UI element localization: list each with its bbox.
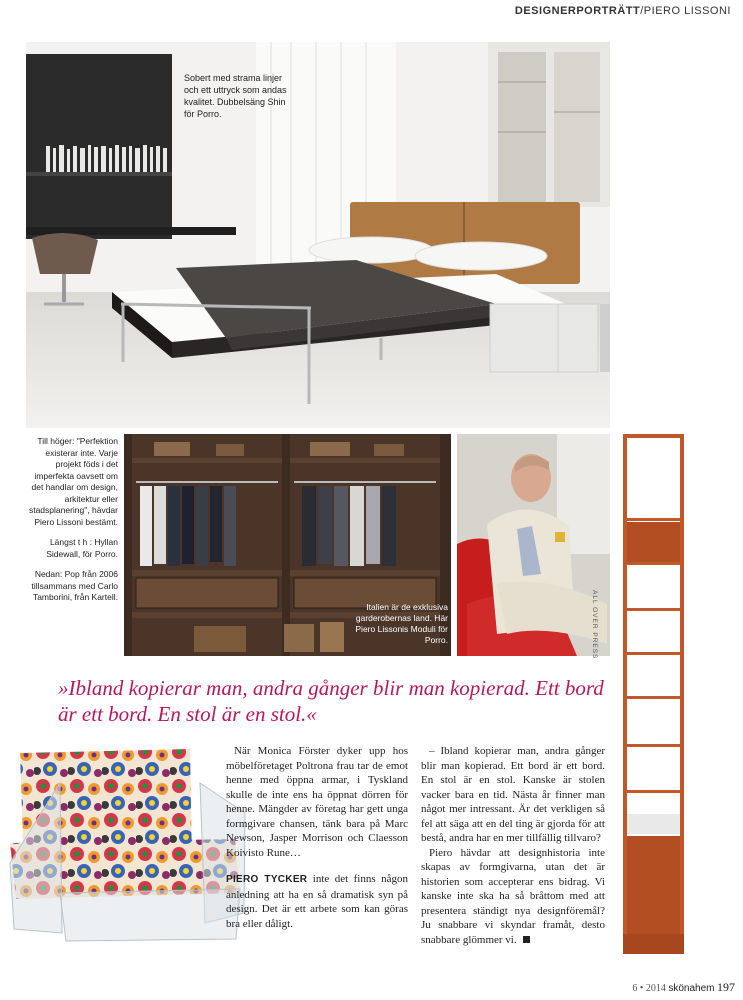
body-column-2 bbox=[421, 744, 605, 947]
page-number: 197 bbox=[717, 980, 735, 994]
final-paragraph-text: Piero hävdar att designhistoria inte skapas av formgivarna, utan det är historien som accepterar ens bidrag. Vi kanske inte ska ha så bråttom med att presentera ständigt nya designföremål? Ju snabbare vi skyndar framåt, desto snabbare glömmer vi. bbox=[421, 846, 605, 946]
running-header bbox=[515, 5, 731, 17]
body-paragraph: – Ibland kopierar man, andra gånger blir man kopierad. Ett bord är ett bord. En stol är en stol. Kanske är stolen vacker bara en tid. Nästa år finner man något mer intressant. Är det verkligen så fel att säga att en del ting är gjorda för att bestå, andra har en mer tillfällig tillvaro? bbox=[421, 745, 605, 844]
lead-paragraph-text: inte det finns någon anledning att ha en så dramatisk syn på design. Det är ett arbete som kan göras bra eller dåligt. bbox=[226, 873, 408, 930]
pop-chair-illustration bbox=[0, 743, 250, 943]
body-paragraph: När Monica Förster dyker upp hos möbelföretaget Poltrona frau tar de emot henne med öppna armar, i Tyskland skulle de inte ens ha öppnat dörren för henne. Mängder av företag har gett unga formgivare chansen, tänk bara på Marc Newson, Jasper Morrison och Claesson Koivisto Rune… bbox=[226, 745, 408, 859]
shelf-illustration bbox=[623, 434, 684, 954]
hero-photo-bedroom bbox=[26, 42, 610, 428]
header-separator: / bbox=[640, 5, 644, 17]
section-title: DESIGNERPORTRÄTT bbox=[514, 5, 641, 17]
side-captions bbox=[28, 436, 118, 613]
body-column-1 bbox=[226, 744, 408, 931]
portrait-illustration bbox=[457, 434, 610, 656]
lead-in: PIERO TYCKER bbox=[226, 874, 308, 885]
photo-credit: ALL OVER PRESS bbox=[591, 590, 598, 660]
side-caption-shelf: Längst t h : Hyllan Sidewall, för Porro. bbox=[46, 537, 118, 559]
end-mark-icon bbox=[523, 936, 530, 943]
body-paragraph-end bbox=[421, 846, 605, 948]
header-name: PIERO LISSONI bbox=[643, 5, 731, 17]
pop-chair-photo bbox=[0, 743, 250, 943]
magazine-brand: skönahem bbox=[668, 983, 715, 994]
portrait-photo-piero-lissoni bbox=[457, 434, 610, 656]
side-caption-chair: Nedan: Pop från 2006 tillsammans med Carlo Tamborini, från Kartell. bbox=[31, 569, 118, 602]
pull-quote: »Ibland kopierar man, andra gånger blir man kopierad. Ett bord är ett bord. En stol är en stol.« bbox=[58, 676, 604, 726]
body-paragraph-lead bbox=[226, 872, 408, 931]
folio bbox=[632, 980, 735, 995]
bedroom-illustration bbox=[26, 42, 610, 428]
wardrobe-caption: Italien är de exklusiva garderobernas land. Här Piero Lissonis Moduli för Porro. bbox=[355, 602, 448, 645]
issue-number: 6 • 2014 bbox=[632, 983, 666, 994]
sidewall-shelf-photo bbox=[623, 434, 684, 954]
hero-caption: Sobert med strama linjer och ett uttryck som andas kvalitet. Dubbelsäng Shin för Porro. bbox=[184, 73, 287, 119]
side-caption-portrait: Till höger: "Perfektion existerar inte. Varje projekt föds i det imperfekta oavsett om det handlar om design, arkitektur eller stadsplanering", hävdar Piero Lissoni bestämt. bbox=[28, 436, 118, 527]
